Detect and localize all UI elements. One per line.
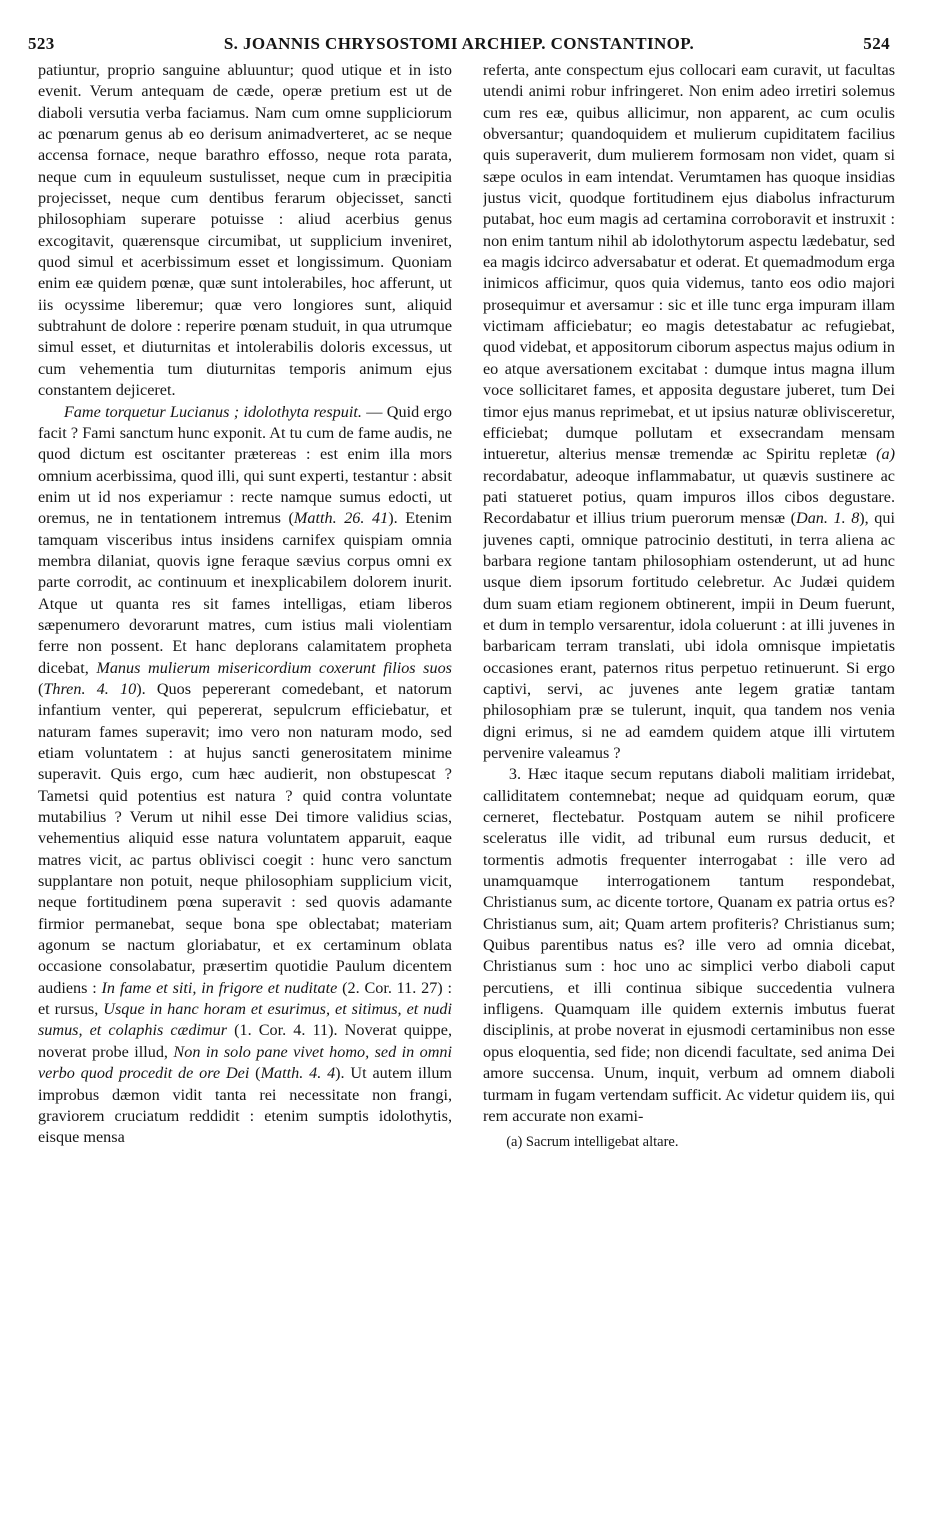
paragraph: referta, ante conspectum ejus collocari eam curavit, ut facultas utendi animi robur infringeret. Non enim adeo irretiri solemus cum res eæ, quibus allicimur, non apparent, ac cum oculis obversantur; quandoquidem et mulierum cupiditatem facilius quis superaverit, dum mulierem formosam non videt, quam si sæpe oculos in eam intendat. Verumtamen has quoque insidias justus vicit, quodque fortitudinem ejus diabolus infracturum putabat, hoc eum magis ad certamina corroboravit et instruxit : non enim tantum nihil ab idolothytorum aspectu lædebatur, sed ea magis idcirco adversabatur et oderat. Et quemadmodum erga inimicos afficimur, quos quia videmus, tanto eos odio majori prosequimur et aversamur : sic et ille tunc erga impuram illam victimam afficiebatur; eo magis detestabatur ac refugiebat, quod videbat, et appositorum ciborum aspectus majus odium in eo atque aversationem excitabat : dumque intus magna illum voce sollicitaret fames, et apposita degustare juberet, tum Dei timor ejus manus reprimebat, et ut ipsius naturæ oblivisceretur, efficiebat; dumque pollutam et exsecrandam mensam intueretur, alterius mensæ tremendæ ac Spiritu repletæ (a) recordabatur, adeoque inflammabatur, ut quævis sustinere ac pati statueret potius, quam impuros illos cibos degustare. Recordabatur et illius trium puerorum mensæ (Dan. 1. 8), qui juvenes capti, omnique patrocinio destituti, in terra aliena ac barbara regione tantam philosophiam ostenderunt, ut ad hunc usque diem ipsorum fortitudo celebretur. Ac Judæi quidem dum suam etiam regionem obtinerent, impii in Deum fuerunt, et dum in templo versarentur, idola coluerunt : at illi juvenes in barbaricam terram translati, ubi idola omnisque impietatis occasiones erant, paternos ritus perpetuo retinuerunt. Si ergo captivi, servi, ac juvenes ante legem gratiæ tantam philosophiam præ se tulerunt, inquit, qua tandem nos venia digni erimus, si ne ad eamdem quidem atque illi virtutem pervenire valeamus ? bbox=[483, 61, 895, 762]
paragraph: Fame torquetur Lucianus ; idolothyta respuit. — Quid ergo facit ? Fami sanctum hunc exponit. At tu cum de fame audis, ne quod dictum est oscitanter prætereas : est enim illa mors omnium acerbissima, quod illi, qui sunt experti, testantur : absit enim ut id nos experiamur : recte namque sumus edocti, ut oremus, ne in tentationem intremus (Matth. 26. 41). Etenim tamquam visceribus intus insidens carnifex quispiam omnia membra dilaniat, quovis igne feraque sævius corpus omni ex parte corrodit, ac continuum et inexplicabilem dolorem inurit. Atque ut quanta res sit fames intelligas, etiam liberos sæpenumero devorarunt matres, cum istius mali violentiam ferre non possent. Et hanc deplorans calamitatem propheta dicebat, Manus mulierum misericordium coxerunt filios suos (Thren. 4. 10). Quos pepererant comedebant, et natorum infantium venter, qui pepererat, sepulcrum efficiebatur, et naturam fames superavit; imo vero non naturam modo, sed etiam voluntatem : at hujus sancti generositatem minime superavit. Quis ergo, cum hæc audierit, non obstupescat ? Tametsi quid potentius est natura ? quid contra voluntate mutabilius ? Verum ut nihil esse Dei timore validius scias, vehementius aliquid esse natura voluntatem apparuit, eaque matres vicit, ac partus oblivisci coegit : hunc vero sanctum supplantare non potuit, neque philosophiam supplicium vicit, neque fortitudinem pœna superavit : sed quovis adamante firmior permanebat, seque bona spe oblectabat; materiam agonum se nactum gloriabatur, et ex certaminum oblata occasione consolabatur, præsertim quotidie Paulum dicentem audiens : In fame et siti, in frigore et nuditate (2. Cor. 11. 27) : et rursus, Usque in hanc horam et esurimus, et sitimus, et nudi sumus, et colaphis cædimur (1. Cor. 4. 11). Noverat quippe, noverat probe illud, Non in solo pane vivet homo, sed in omni verbo quod procedit de ore Dei (Matth. 4. 4). Ut autem illum improbus dæmon vidit tanta rei necessitate non frangi, graviorem cruciatum reddidit : etenim sumptis idolothytis, eisque mensa bbox=[38, 402, 452, 1147]
right-column bbox=[483, 60, 895, 1500]
scripture-reference: Matth. 26. 41 bbox=[293, 509, 389, 528]
page-number-right: 524 bbox=[863, 34, 890, 53]
scripture-quote: Non in solo pane vivet homo, sed in omni verbo quod procedit de ore Dei bbox=[38, 1042, 452, 1083]
page-number-left: 523 bbox=[28, 34, 55, 53]
scripture-reference: Dan. 1. 8 bbox=[796, 509, 860, 528]
left-column bbox=[38, 60, 452, 1500]
section-heading: Fame torquetur Lucianus ; idolothyta respuit. bbox=[63, 402, 362, 421]
running-header bbox=[28, 34, 890, 60]
scripture-reference: Thren. 4. 10 bbox=[43, 679, 137, 698]
paragraph: 3. Hæc itaque secum reputans diaboli malitiam irridebat, calliditatem contemnebat; neque ad quidquam eorum, quæ cerneret, flectebatur. Postquam autem se nihil proficere sceleratus ille vidit, ad tribunal eum rursus deducit, et tormentis admotis frequenter interrogabat : ille vero ad unamquamque interrogationem tantum respondebat, Christianus sum, ac dicente tortore, Quanam ex patria ortus es? Christianus sum, ait; Quam artem profiteris? Christianus sum; Quibus parentibus natus es? ille vero ad omnia dicebat, Christianus sum : hoc uno ac simplici verbo diaboli caput percutiens, et illi continua sibique succedentia vulnera infligens. Quamquam ille quidem externis imbutus fuerat disciplinis, at probe noverat in ejusmodi certaminibus non esse opus eloquentia, sed fide; non dicendi facultate, sed anima Dei amore succensa. Unum, inquit, verbum ad omnem diaboli turmam in fugam vertendam sufficit. Ac videtur quidem iis, qui rem accurate non exami- bbox=[483, 765, 895, 1125]
footnote-marker: (a) bbox=[876, 445, 895, 464]
scripture-quote: In fame et siti, in frigore et nuditate bbox=[101, 978, 338, 997]
scripture-quote: Manus mulierum misericordium coxerunt filios suos bbox=[96, 658, 452, 677]
paragraph: patiuntur, proprio sanguine abluuntur; quod utique et in isto evenit. Verum antequam de cæde, operæ pretium est ut de diaboli versutia verba faciamus. Nam cum omne suppliciorum ac pœnarum genus ab eo derisum animadverteret, ac se neque accensa fornace, neque barathro effosso, neque rota parata, neque cum in equuleum sustulisset, neque cum in præcipitia projecisset, neque cum dentibus ferarum objecisset, sancti philosophiam superare potuisse : aliud acerbius genus excogitavit, quærensque circumibat, ut supplicium inveniret, quod simul et acerbissimum esset et longissimum. Quoniam enim eæ quidem pœnæ, quæ sunt intolerabiles, hoc afferunt, ut iis ocyssime liberemur; quæ vero longiores sunt, aliquid subtrahunt de dolore : reperire pœnam studuit, in qua utrumque simul esset, et diuturnitas et intolerabilis doloris excessus, ut cum vehementia tum diuturnitas temporis animum ejus constantem dejiceret. bbox=[38, 61, 452, 400]
scripture-quote: Usque in hanc horam et esurimus, et sitimus, et nudi sumus, et colaphis cædimur bbox=[38, 1000, 452, 1040]
scripture-reference: Matth. 4. 4 bbox=[260, 1064, 336, 1083]
footnote: (a) Sacrum intelligebat altare. bbox=[506, 1134, 679, 1151]
running-title: S. JOANNIS CHRYSOSTOMI ARCHIEP. CONSTANTINOP. bbox=[223, 34, 695, 53]
